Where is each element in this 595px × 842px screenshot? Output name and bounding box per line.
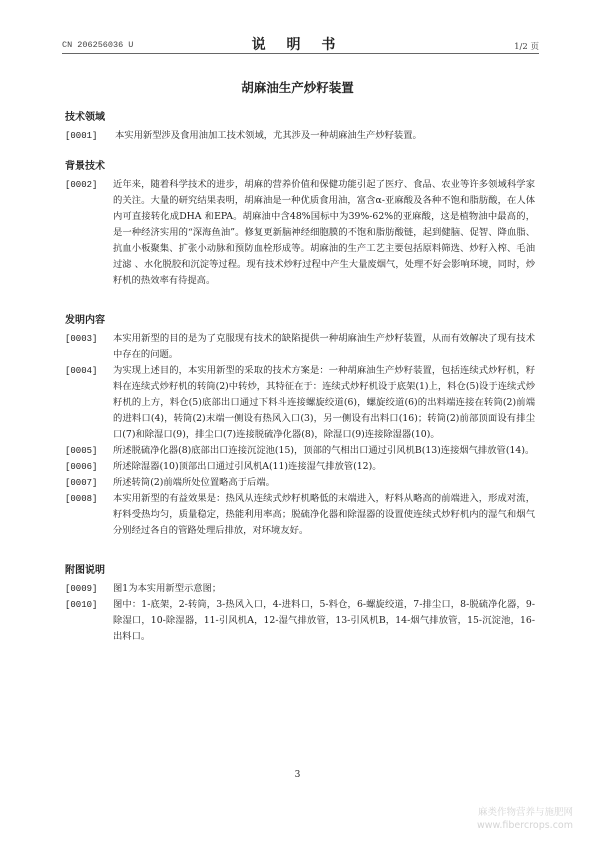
paragraph	[65, 475, 535, 491]
publication-number: CN 206256036 U	[62, 40, 134, 50]
paragraph	[65, 331, 535, 363]
paragraph-number: [0006]	[65, 462, 98, 472]
section-heading: 发明内容	[65, 315, 105, 326]
page-header	[0, 0, 595, 60]
section-heading: 技术领域	[65, 112, 105, 123]
paragraph-number: [0007]	[65, 478, 98, 488]
page-counter: 1/2 页	[514, 42, 539, 52]
section-heading: 附图说明	[65, 565, 105, 576]
paragraph-text: 本实用新型的有益效果是：热风从连续式炒籽机略低的末端进入，籽料从略高的前端进入，形成对流，籽料受热均匀，质量稳定，热能利用率高；脱硫净化器和除湿器的设置使连续式炒籽机内的湿气和烟气分别经过各自的管路处理后排放，对环境友好。	[113, 493, 535, 536]
paragraph-text: 图1为本实用新型示意图；	[113, 583, 222, 594]
paragraph-number: [0001]	[65, 131, 98, 141]
paragraph	[65, 581, 535, 597]
document-body	[65, 108, 535, 645]
paragraph-text: 近年来，随着科学技术的进步，胡麻的营养价值和保健功能引起了医疗、食品、农业等许多领域科学家的关注。大量的研究结果表明，胡麻油是一种优质食用油，富含α-亚麻酸及各种不饱和脂肪酸，在人体内可直接转化成DHA 和EPA。胡麻油中含48%国标中为39%-62%的亚麻酸，这是植物油中最高的，是一种经济实用的“深海鱼油”。修复更新脑神经细胞膜的不饱和脂肪酸链，起到健脑、促智、降血脂、抗血小板聚集、扩张小动脉和预防血栓形成等。胡麻油的生产工艺主要包括原料筛选、炒籽入榨、毛油过滤 、水化脱胶和沉淀等过程。现有技术炒籽过程中产生大量废烟气，处理不好会影响环境，同时，炒籽机的热效率有待提高。	[113, 179, 535, 286]
watermark-url: www.fibercrops.com	[476, 820, 573, 831]
paragraph-number: [0010]	[65, 600, 98, 610]
document-title: 胡麻油生产炒籽装置	[241, 80, 354, 95]
paragraph-number: [0003]	[65, 334, 98, 344]
paragraph	[65, 491, 535, 539]
paragraph-text: 为实现上述目的，本实用新型的采取的技术方案是：一种胡麻油生产炒籽装置，包括连续式炒籽机，籽料在连续式炒籽机的转筒(2)中转炒，其特征在于：连续式炒籽机设于底架(1)上，料仓(5)设于连续式炒籽机的上方，料仓(5)底部出口通过下料斗连接螺旋绞道(6)，螺旋绞道(6)的出料端连接在转筒(2)前端的进料口(4)，转筒(2)末端一侧设有热风入口(3)，另一侧设有出料口(16)；转筒(2)前部顶面设有排尘口(7)和除湿口(9)，排尘口(7)连接脱硫净化器(8)，除湿口(9)连接除湿器(10)。	[113, 365, 535, 440]
paragraph-number: [0009]	[65, 584, 98, 594]
paragraph-number: [0004]	[65, 366, 98, 376]
watermark	[477, 806, 573, 832]
document-type: 说 明 书	[251, 37, 344, 53]
paragraph	[65, 128, 535, 144]
watermark-line: 麻类作物营养与施肥网	[477, 807, 573, 818]
paragraph-text: 所述脱硫净化器(8)底部出口连接沉淀池(15)，顶部的气相出口通过引风机B(13)连接烟气排放管(14)。	[113, 445, 535, 456]
header-divider	[62, 53, 539, 54]
paragraph	[65, 459, 535, 475]
paragraph-text: 所述除湿器(10)顶部出口通过引风机A(11)连接湿气排放管(12)。	[113, 461, 382, 472]
paragraph	[65, 597, 535, 645]
paragraph	[65, 443, 535, 459]
paragraph-text: 本实用新型的目的是为了克服现有技术的缺陷提供一种胡麻油生产炒籽装置，从而有效解决了现有技术中存在的问题。	[113, 333, 535, 360]
paragraph-number: [0005]	[65, 446, 98, 456]
paragraph-number: [0008]	[65, 494, 98, 504]
paragraph-text: 所述转筒(2)前端所处位置略高于后端。	[113, 477, 275, 488]
paragraph-text: 图中：1-底架，2-转筒，3-热风入口，4-进料口，5-料仓，6-螺旋绞道，7-排尘口，8-脱硫净化器，9-除湿口，10-除湿器，11-引风机A，12-湿气排放管，13-引风机B，14-烟气排放管，15-沉淀池，16-出料口。	[113, 599, 535, 642]
paragraph	[65, 363, 535, 443]
page-number: 3	[294, 770, 301, 780]
paragraph-number: [0002]	[65, 180, 98, 190]
paragraph	[65, 177, 535, 289]
paragraph-text: 本实用新型涉及食用油加工技术领域，尤其涉及一种胡麻油生产炒籽装置。	[115, 130, 422, 141]
section-heading: 背景技术	[65, 161, 105, 172]
